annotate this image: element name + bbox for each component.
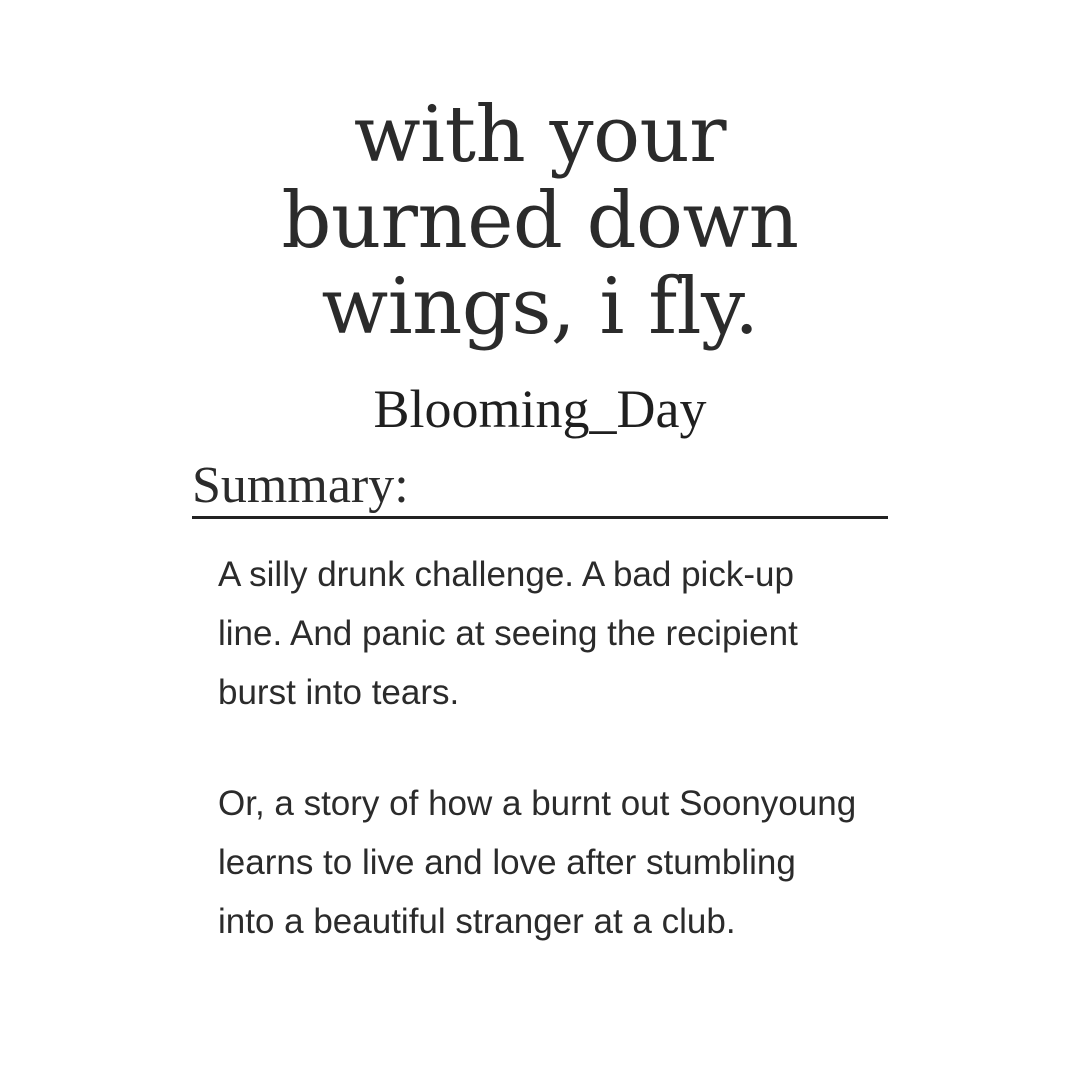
- summary-paragraph: Or, a story of how a burnt out Soonyoung learns to live and love after stumbling into a beautiful stranger at a club.: [218, 784, 857, 941]
- work-title-line: wings, i fly.: [321, 262, 759, 352]
- summary-paragraph: A silly drunk challenge. A bad pick-up line. And panic at seeing the recipient burst into tears.: [218, 555, 798, 712]
- summary-body: [218, 545, 858, 951]
- work-title-line: with your: [353, 90, 727, 180]
- summary-heading: Summary:: [192, 456, 888, 519]
- author-name: Blooming_Day: [373, 379, 707, 439]
- work-title-line: burned down: [281, 176, 799, 266]
- work-title: [0, 92, 1080, 350]
